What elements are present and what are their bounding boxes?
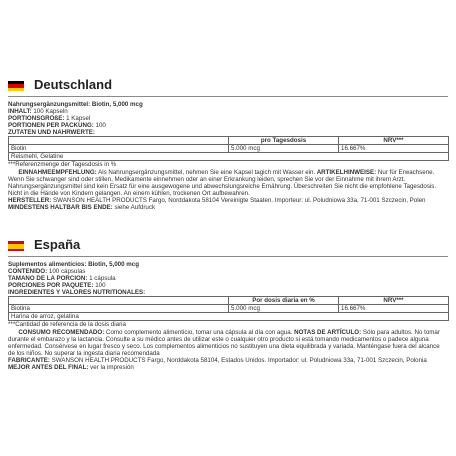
other-ingredients: Reismehl, Gelatine	[9, 153, 449, 161]
section-header	[8, 236, 448, 257]
usage-warnings: CONSUMO RECOMENDADO: Como complemento alimenticio, tomar una cápsula al día con agua. NOTAS DE ARTÍCULO: Sólo para adultos. No tomar durante el embarazo y la lactancia. Consulte a su médico antes de utilizar este o cualquier otro producto si está tomando medicamentos o padece alguna enfermedad. Consérvese en lugar fresco y seco. Los complementos alimenticios no sustituyen una dieta equilibrada y variada. Manténgase fuera del alcance de los niños. No superar la ingesta diaria recomendada	[8, 328, 440, 357]
table-row	[9, 153, 449, 161]
footnote: ***Referenzmenge der Tagesdosis in %	[8, 161, 117, 169]
section-header	[8, 76, 448, 97]
section-spain	[8, 236, 448, 371]
product-name: Suplementos alimenticios: Biotin, 5,000 mcg	[8, 261, 140, 268]
table-cell: 16.667%	[339, 145, 449, 153]
manufacturer: FABRICANTE: SWANSON HEALTH PRODUCTS Fargo, Norddakota 58104, Estados Unidos. Importador: ul. Poludniowa 33a, 71-001 Szczecin, Polonia	[8, 356, 427, 364]
table-cell: 5.000 mcg	[229, 305, 339, 313]
content-line: INHALT: 100 Kapseln	[8, 108, 68, 116]
product-name: Nahrungsergänzungsmittel: Biotin, 5,000 mcg	[8, 101, 143, 108]
serving-size-line: TAMAÑO DE LA PORCIÓN: 1 cápsula	[8, 275, 116, 283]
table-header-row	[9, 137, 449, 145]
servings-line: PORTIONEN PER PACKUNG: 100	[8, 122, 106, 130]
table-header: NRV***	[339, 137, 449, 145]
table-header: NRV***	[339, 297, 449, 305]
table-cell: 16.667%	[339, 305, 449, 313]
ingredients-heading: INGREDIENTES Y VALORES NUTRITIONALES:	[8, 289, 146, 297]
country-title: España	[34, 237, 81, 252]
table-cell: 5.000 mcg	[229, 145, 339, 153]
best-before: MINDESTENS HALTBAR BIS ENDE: siehe Aufdruck	[8, 204, 156, 212]
spain-flag-icon	[8, 241, 24, 251]
section-germany	[8, 76, 448, 211]
ingredients-heading: ZUTATEN UND NÄHRWERTE:	[8, 129, 95, 137]
table-header	[9, 297, 229, 305]
table-header-row	[9, 297, 449, 305]
footnote: ***Cantidad de referencia de la dosis diaria	[8, 321, 126, 329]
usage-warnings: EINNAHMEEMPFEHLUNG: Als Nahrungsergänzungsmittel, nehmen Sie eine Kapsel tagich mit Wasser ein. ARTIKELHINWEISE: Nur für Erwachsene. Wenn Sie schwanger sind oder stillen, Medikamente einnehmen oder an einer Erkrankung leiden, sprechen Sie vor der Einnahme mit ihrem Arzt. Nahrungsergänzungsmittel sind kein Ersatz für eine ausgewogene und abwechslungsreiche Ernährung. Überschreiten Sie nicht die empfohlene Tagesdosis. Nicht in die Hände von Kindern gelangen. An einem kühlen, trockenen Ort aufbewahren.	[8, 168, 437, 197]
table-row	[9, 145, 449, 153]
serving-size-line: PORTIONSGRÖßE: 1 Kapsel	[8, 115, 91, 123]
table-row	[9, 305, 449, 313]
nutrition-table	[8, 296, 449, 321]
table-header: pro Tagesdosis	[229, 137, 339, 145]
table-cell: Biotina	[9, 305, 229, 313]
table-header: Por dosis diaria en %	[229, 297, 339, 305]
manufacturer: HERSTELLER: SWANSON HEALTH PRODUCTS Fargo, Norddakota 58104 Vereinigte Staaten. Importeur: ul. Poludniowa 33a, 71-001 Szczecin, Polen	[8, 196, 426, 204]
servings-line: PORCIONES POR PAQUETE: 100	[8, 282, 106, 290]
table-cell: Biotin	[9, 145, 229, 153]
table-header	[9, 137, 229, 145]
country-title: Deutschland	[34, 77, 113, 92]
germany-flag-icon	[8, 81, 24, 91]
other-ingredients: Harina de arroz, gelatina	[9, 313, 449, 321]
nutrition-table	[8, 136, 449, 161]
best-before: MEJOR ANTES DEL FINAL: ver la impresión	[8, 364, 134, 372]
content-line: CONTENIDO: 100 cápsulas	[8, 268, 86, 276]
table-row	[9, 313, 449, 321]
